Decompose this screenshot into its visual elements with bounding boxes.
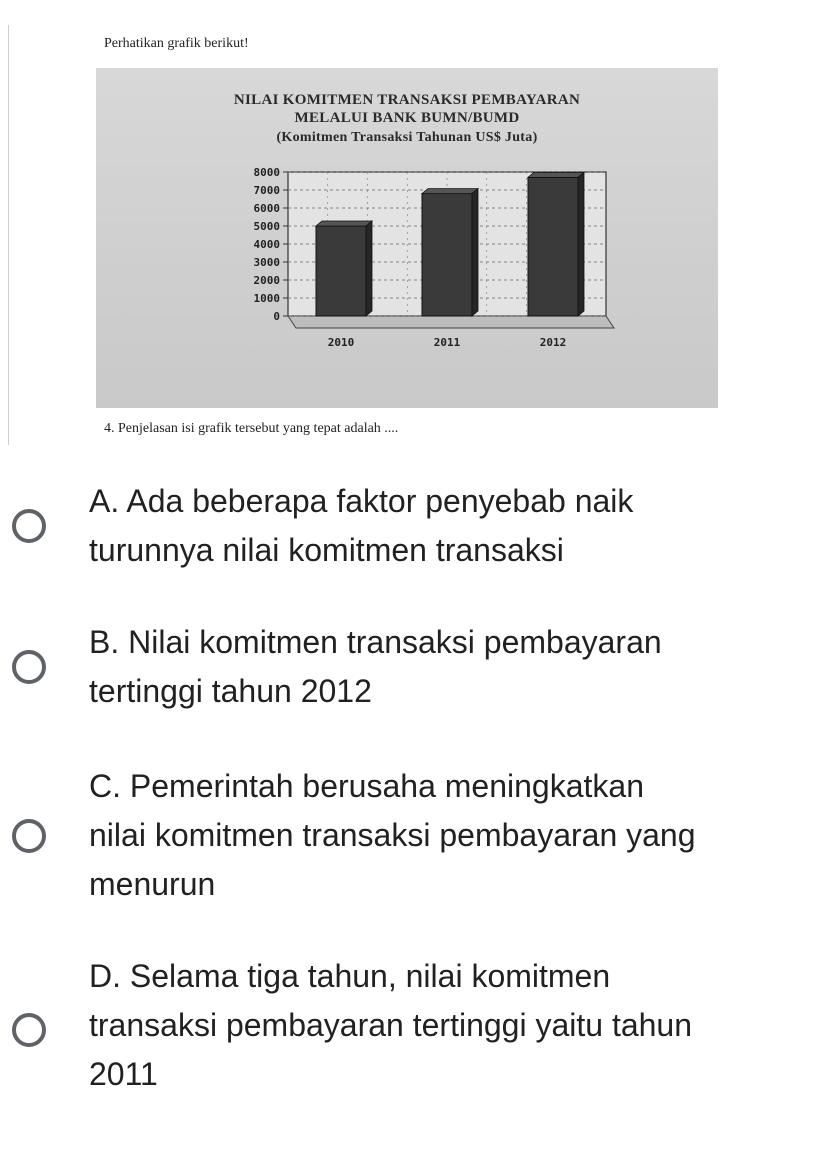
bar (422, 194, 472, 316)
bar-top (422, 189, 478, 194)
bar-top (316, 221, 372, 226)
option-b-line-2: tertinggi tahun 2012 (89, 673, 372, 709)
plot-floor (288, 316, 614, 328)
x-tick-label: 2010 (327, 336, 355, 349)
y-tick-label: 6000 (253, 202, 280, 215)
option-d-line-2: transaksi pembayaran tertinggi yaitu tahun (89, 1007, 693, 1043)
card-divider (8, 25, 9, 445)
intro-text: Perhatikan grafik berikut! (104, 36, 249, 51)
option-b-label[interactable] (89, 618, 809, 716)
option-c-line-2: nilai komitmen transaksi pembayaran yang (89, 817, 696, 853)
chart-title: NILAI KOMITMEN TRANSAKSI PEMBAYARAN (233, 92, 581, 108)
option-a-label[interactable] (89, 477, 809, 575)
question-card (0, 0, 839, 448)
bar-side (472, 189, 478, 316)
bar (316, 226, 366, 316)
option-d-radio[interactable] (12, 1013, 46, 1047)
option-b-radio[interactable] (12, 650, 46, 684)
y-tick-label: 0 (273, 310, 280, 323)
option-a-line-1: A. Ada beberapa faktor penyebab naik (89, 483, 634, 519)
question-text: 4. Penjelasan isi grafik tersebut yang tepat adalah .... (104, 421, 399, 436)
bar-top (528, 172, 584, 177)
option-a-radio[interactable] (12, 509, 46, 543)
option-c-line-1: C. Pemerintah berusaha meningkatkan (89, 768, 644, 804)
option-c-radio[interactable] (12, 819, 46, 853)
bar (528, 177, 578, 316)
x-tick-label: 2011 (433, 336, 461, 349)
y-tick-label: 8000 (253, 166, 280, 179)
option-b-line-1: B. Nilai komitmen transaksi pembayaran (89, 624, 662, 660)
chart-title-line2: MELALUI BANK BUMN/BUMD (294, 110, 520, 126)
chart-photo (96, 68, 718, 408)
y-tick-label: 7000 (253, 184, 280, 197)
y-tick-label: 5000 (253, 220, 280, 233)
x-tick-label: 2012 (539, 336, 567, 349)
option-d-line-1: D. Selama tiga tahun, nilai komitmen (89, 958, 611, 994)
option-c-line-3: menurun (89, 866, 216, 902)
y-tick-label: 4000 (253, 238, 280, 251)
option-c-label[interactable] (89, 762, 809, 909)
option-d-line-3: 2011 (89, 1056, 158, 1092)
option-a-line-2: turunnya nilai komitmen transaksi (89, 532, 564, 568)
bar-side (366, 221, 372, 316)
bar-chart (96, 68, 718, 408)
option-d-label[interactable] (89, 952, 809, 1099)
y-tick-label: 2000 (253, 274, 280, 287)
chart-subtitle: (Komitmen Transaksi Tahunan US$ Juta) (276, 130, 538, 145)
bar-side (578, 172, 584, 316)
y-tick-label: 1000 (253, 292, 280, 305)
y-tick-label: 3000 (253, 256, 280, 269)
